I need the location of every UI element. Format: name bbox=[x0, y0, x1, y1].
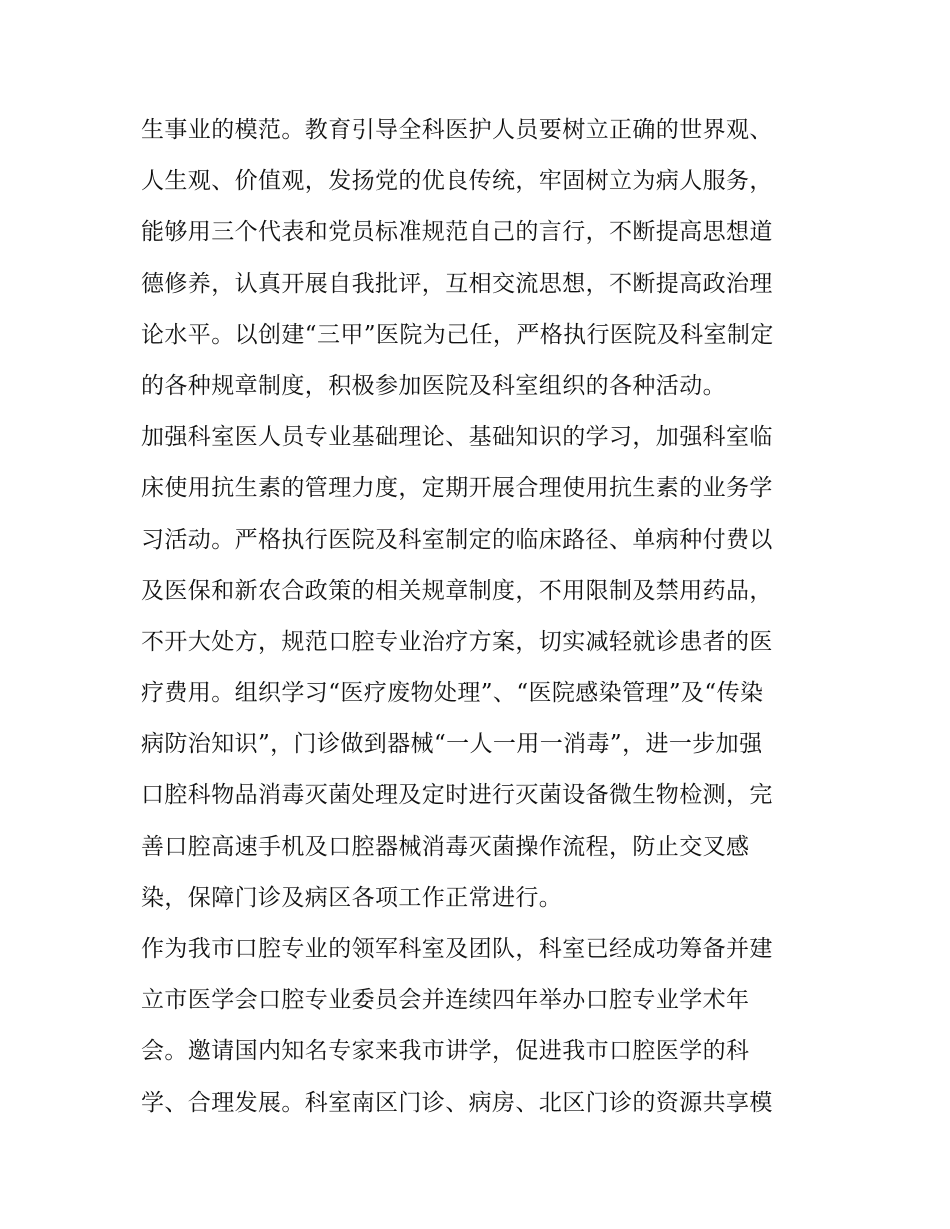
text-line: 加强科室医人员专业基础理论、基础知识的学习，加强科室临 bbox=[141, 424, 773, 451]
text-line: 作为我市口腔专业的领军科室及团队，科室已经成功筹备并建 bbox=[141, 936, 773, 962]
text-line: 染，保障门诊及病区各项工作正常进行。 bbox=[141, 884, 563, 911]
text-line: 疗费用。组织学习“医疗废物处理”、“医院感染管理”及“传染 bbox=[141, 680, 764, 707]
text-line: 生事业的模范。教育引导全科医护人员要树立正确的世界观、 bbox=[141, 117, 773, 143]
text-line: 习活动。严格执行医院及科室制定的临床路径、单病种付费以 bbox=[141, 526, 773, 553]
text-line: 学、合理发展。科室南区门诊、病房、北区门诊的资源共享模 bbox=[141, 1089, 773, 1116]
text-line: 床使用抗生素的管理力度，定期开展合理使用抗生素的业务学 bbox=[141, 475, 773, 502]
body-text bbox=[141, 105, 821, 1129]
text-line: 不开大处方，规范口腔专业治疗方案，切实减轻就诊患者的医 bbox=[141, 628, 773, 655]
text-line: 善口腔高速手机及口腔器械消毒灭菌操作流程，防止交叉感 bbox=[141, 833, 750, 860]
text-line: 口腔科物品消毒灭菌处理及定时进行灭菌设备微生物检测，完 bbox=[141, 782, 773, 809]
text-line: 会。邀请国内知名专家来我市讲学，促进我市口腔医学的科 bbox=[141, 1038, 750, 1065]
text-line: 的各种规章制度，积极参加医院及科室组织的各种活动。 bbox=[141, 372, 726, 399]
text-line: 人生观、价值观，发扬党的优良传统，牢固树立为病人服务， bbox=[141, 168, 773, 195]
text-line: 立市医学会口腔专业委员会并连续四年举办口腔专业学术年 bbox=[141, 987, 750, 1014]
text-line: 德修养，认真开展自我批评，互相交流思想，不断提高政治理 bbox=[141, 270, 773, 297]
text-line: 能够用三个代表和党员标准规范自己的言行，不断提高思想道 bbox=[141, 219, 773, 246]
text-line: 病防治知识”，门诊做到器械“一人一用一消毒”，进一步加强 bbox=[141, 731, 763, 758]
text-line: 论水平。以创建“三甲”医院为己任，严格执行医院及科室制定 bbox=[141, 321, 774, 348]
text-line: 及医保和新农合政策的相关规章制度，不用限制及禁用药品， bbox=[141, 577, 773, 604]
